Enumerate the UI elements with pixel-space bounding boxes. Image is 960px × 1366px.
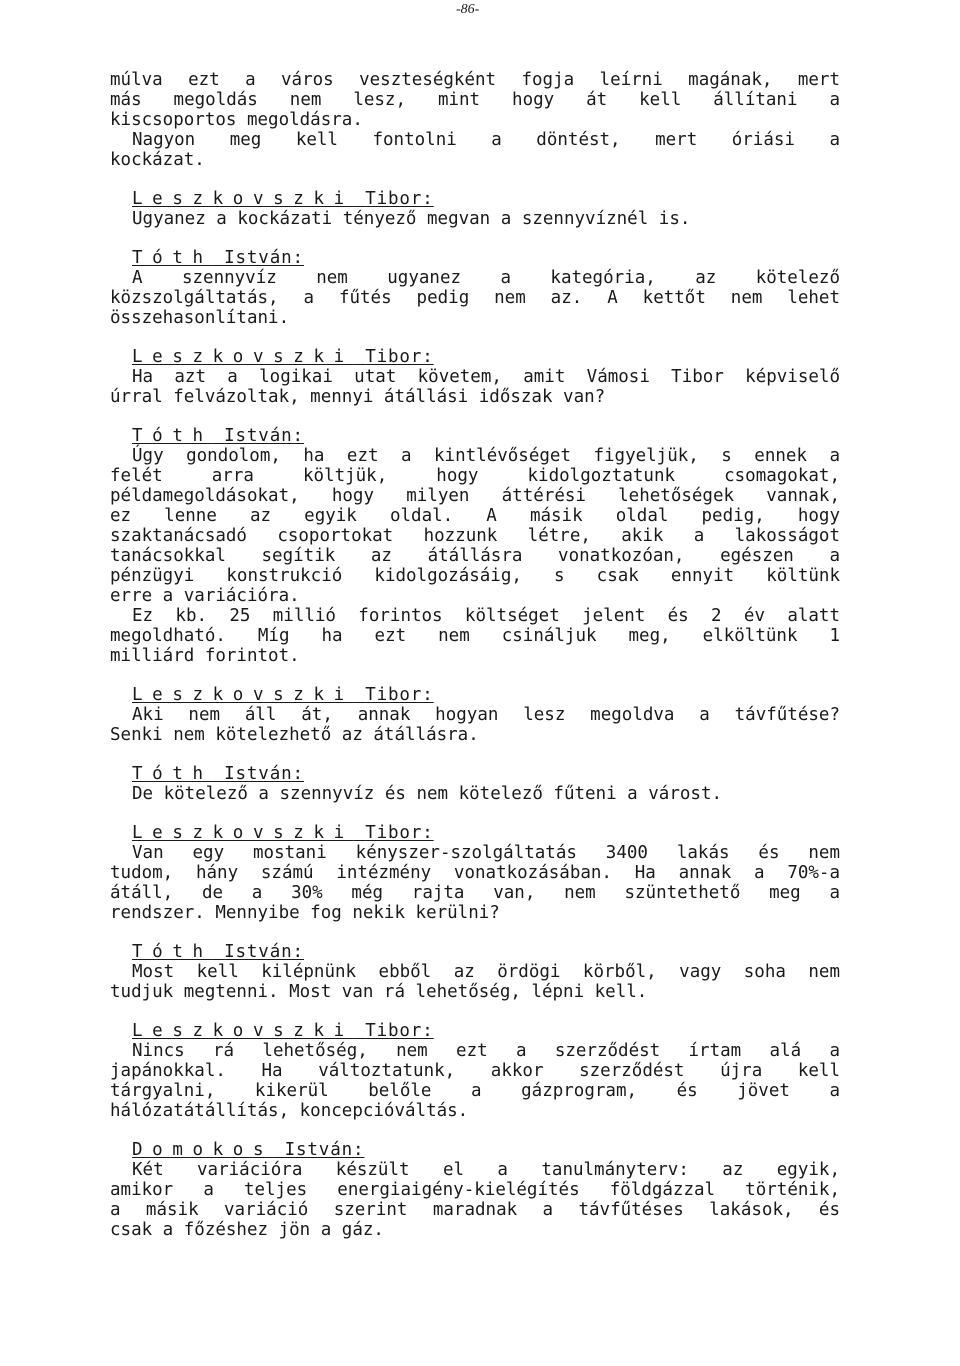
speaker-surname: Domokos <box>132 1140 274 1160</box>
text-line: erre a variációra. <box>110 586 300 606</box>
page-number: -86- <box>456 2 480 17</box>
speaker-surname: Tóth <box>132 248 213 268</box>
text-line: rendszer. Mennyibe fog nekik kerülni? <box>110 903 500 923</box>
transcript-body <box>110 70 840 1240</box>
speaker-block <box>110 1140 840 1240</box>
text-line: De kötelező a szennyvíz és nem kötelező fűteni a várost. <box>132 784 723 804</box>
speaker-first-name: István: <box>224 942 304 962</box>
speaker-surname: Leszkovszki <box>132 189 354 209</box>
speech-text <box>110 367 840 407</box>
text-line: úrral felvázoltak, mennyi átállási időszak van? <box>110 387 606 407</box>
text-line: kiscsoportos megoldásra. <box>110 110 363 130</box>
text-line: múlva ezt a város veszteségként fogja leírni magának, mert <box>110 70 840 90</box>
text-line: más megoldás nem lesz, mint hogy át kell állítani a <box>110 90 840 110</box>
speaker-name <box>110 1021 840 1041</box>
text-line: szaktanácsadó csoportokat hozzunk létre, akik a lakosságot <box>110 526 840 546</box>
speaker-first-name: Tibor: <box>365 189 434 209</box>
speaker-first-name: István: <box>224 764 304 784</box>
speaker-block <box>110 1021 840 1121</box>
text-line: csak a főzéshez jön a gáz. <box>110 1220 384 1240</box>
speaker-surname: Tóth <box>132 764 213 784</box>
speaker-first-name: István: <box>224 426 304 446</box>
text-line: Ez kb. 25 millió forintos költséget jelent és 2 év alatt <box>132 606 840 626</box>
speaker-surname: Leszkovszki <box>132 685 354 705</box>
speaker-first-name: Tibor: <box>365 1021 434 1041</box>
speaker-first-name: Tibor: <box>365 823 434 843</box>
speech-text <box>110 268 840 328</box>
speaker-block <box>110 347 840 407</box>
speech-text <box>110 209 840 229</box>
speaker-first-name: István: <box>224 248 304 268</box>
speaker-surname: Tóth <box>132 426 213 446</box>
text-line: amikor a teljes energiaigény-kielégítés földgázzal történik, <box>110 1180 840 1200</box>
speech-text <box>110 705 840 745</box>
speech-text <box>110 1160 840 1240</box>
text-line: Ha azt a logikai utat követem, amit Vámosi Tibor képviselő <box>132 367 840 387</box>
text-line: példamegoldásokat, hogy milyen áttérési lehetőségek vannak, <box>110 486 840 506</box>
text-line: milliárd forintot. <box>110 646 300 666</box>
text-line: Van egy mostani kényszer-szolgáltatás 3400 lakás és nem <box>132 843 840 863</box>
speaker-block <box>110 248 840 328</box>
text-line: a másik variáció szerint maradnak a távfűtéses lakások, és <box>110 1200 840 1220</box>
text-line: tudom, hány számú intézmény vonatkozásában. Ha annak a 70%-a <box>110 863 840 883</box>
text-line: Senki nem kötelezhető az átállásra. <box>110 725 479 745</box>
text-line: japánokkal. Ha változtatunk, akkor szerződést újra kell <box>110 1061 840 1081</box>
speaker-name <box>110 942 840 962</box>
intro-paragraph <box>110 70 840 170</box>
text-line: Nincs rá lehetőség, nem ezt a szerződést írtam alá a <box>132 1041 840 1061</box>
speaker-surname: Leszkovszki <box>132 1021 354 1041</box>
text-line: összehasonlítani. <box>110 308 290 328</box>
speaker-block <box>110 764 840 804</box>
speaker-block <box>110 189 840 229</box>
speaker-name <box>110 426 840 446</box>
text-line: Aki nem áll át, annak hogyan lesz megoldva a távfűtése? <box>132 705 840 725</box>
text-line: átáll, de a 30% még rajta van, nem szüntethető meg a <box>110 883 840 903</box>
text-line: kockázat. <box>110 150 205 170</box>
speaker-block <box>110 823 840 923</box>
text-line: Most kell kilépnünk ebből az ördögi körből, vagy soha nem <box>132 962 840 982</box>
speaker-first-name: István: <box>284 1140 365 1160</box>
speaker-first-name: Tibor: <box>365 347 434 367</box>
speech-text <box>110 446 840 666</box>
speech-text <box>110 784 840 804</box>
speaker-surname: Leszkovszki <box>132 823 354 843</box>
text-line: Nagyon meg kell fontolni a döntést, mert óriási a <box>132 130 840 150</box>
text-line: felét arra költjük, hogy kidolgoztatunk csomagokat, <box>110 466 840 486</box>
text-line: pénzügyi konstrukció kidolgozásáig, s csak ennyit költünk <box>110 566 840 586</box>
text-line: A szennyvíz nem ugyanez a kategória, az kötelező <box>132 268 840 288</box>
text-line: tárgyalni, kikerül belőle a gázprogram, és jövet a <box>110 1081 840 1101</box>
speaker-block <box>110 426 840 666</box>
text-line: ez lenne az egyik oldal. A másik oldal pedig, hogy <box>110 506 840 526</box>
speaker-block <box>110 942 840 1002</box>
speaker-name <box>110 189 840 209</box>
speech-text <box>110 843 840 923</box>
speech-text <box>110 962 840 1002</box>
speaker-first-name: Tibor: <box>365 685 434 705</box>
speaker-block <box>110 685 840 745</box>
text-line: tanácsokkal segítik az átállásra vonatkozóan, egészen a <box>110 546 840 566</box>
speaker-name <box>110 764 840 784</box>
text-line: hálózatátállítás, koncepcióváltás. <box>110 1101 469 1121</box>
speaker-surname: Tóth <box>132 942 213 962</box>
speaker-surname: Leszkovszki <box>132 347 354 367</box>
speech-text <box>110 1041 840 1121</box>
speaker-name <box>110 248 840 268</box>
text-line: tudjuk megtenni. Most van rá lehetőség, lépni kell. <box>110 982 648 1002</box>
speaker-name <box>110 823 840 843</box>
speaker-name <box>110 1140 840 1160</box>
speaker-name <box>110 685 840 705</box>
text-line: Úgy gondolom, ha ezt a kintlévőséget figyeljük, s ennek a <box>132 446 840 466</box>
text-line: megoldható. Míg ha ezt nem csináljuk meg, elköltünk 1 <box>110 626 840 646</box>
text-line: Két variációra készült el a tanulmányterv: az egyik, <box>132 1160 840 1180</box>
speaker-name <box>110 347 840 367</box>
text-line: Ugyanez a kockázati tényező megvan a szennyvíznél is. <box>132 209 691 229</box>
text-line: közszolgáltatás, a fűtés pedig nem az. A kettőt nem lehet <box>110 288 840 308</box>
